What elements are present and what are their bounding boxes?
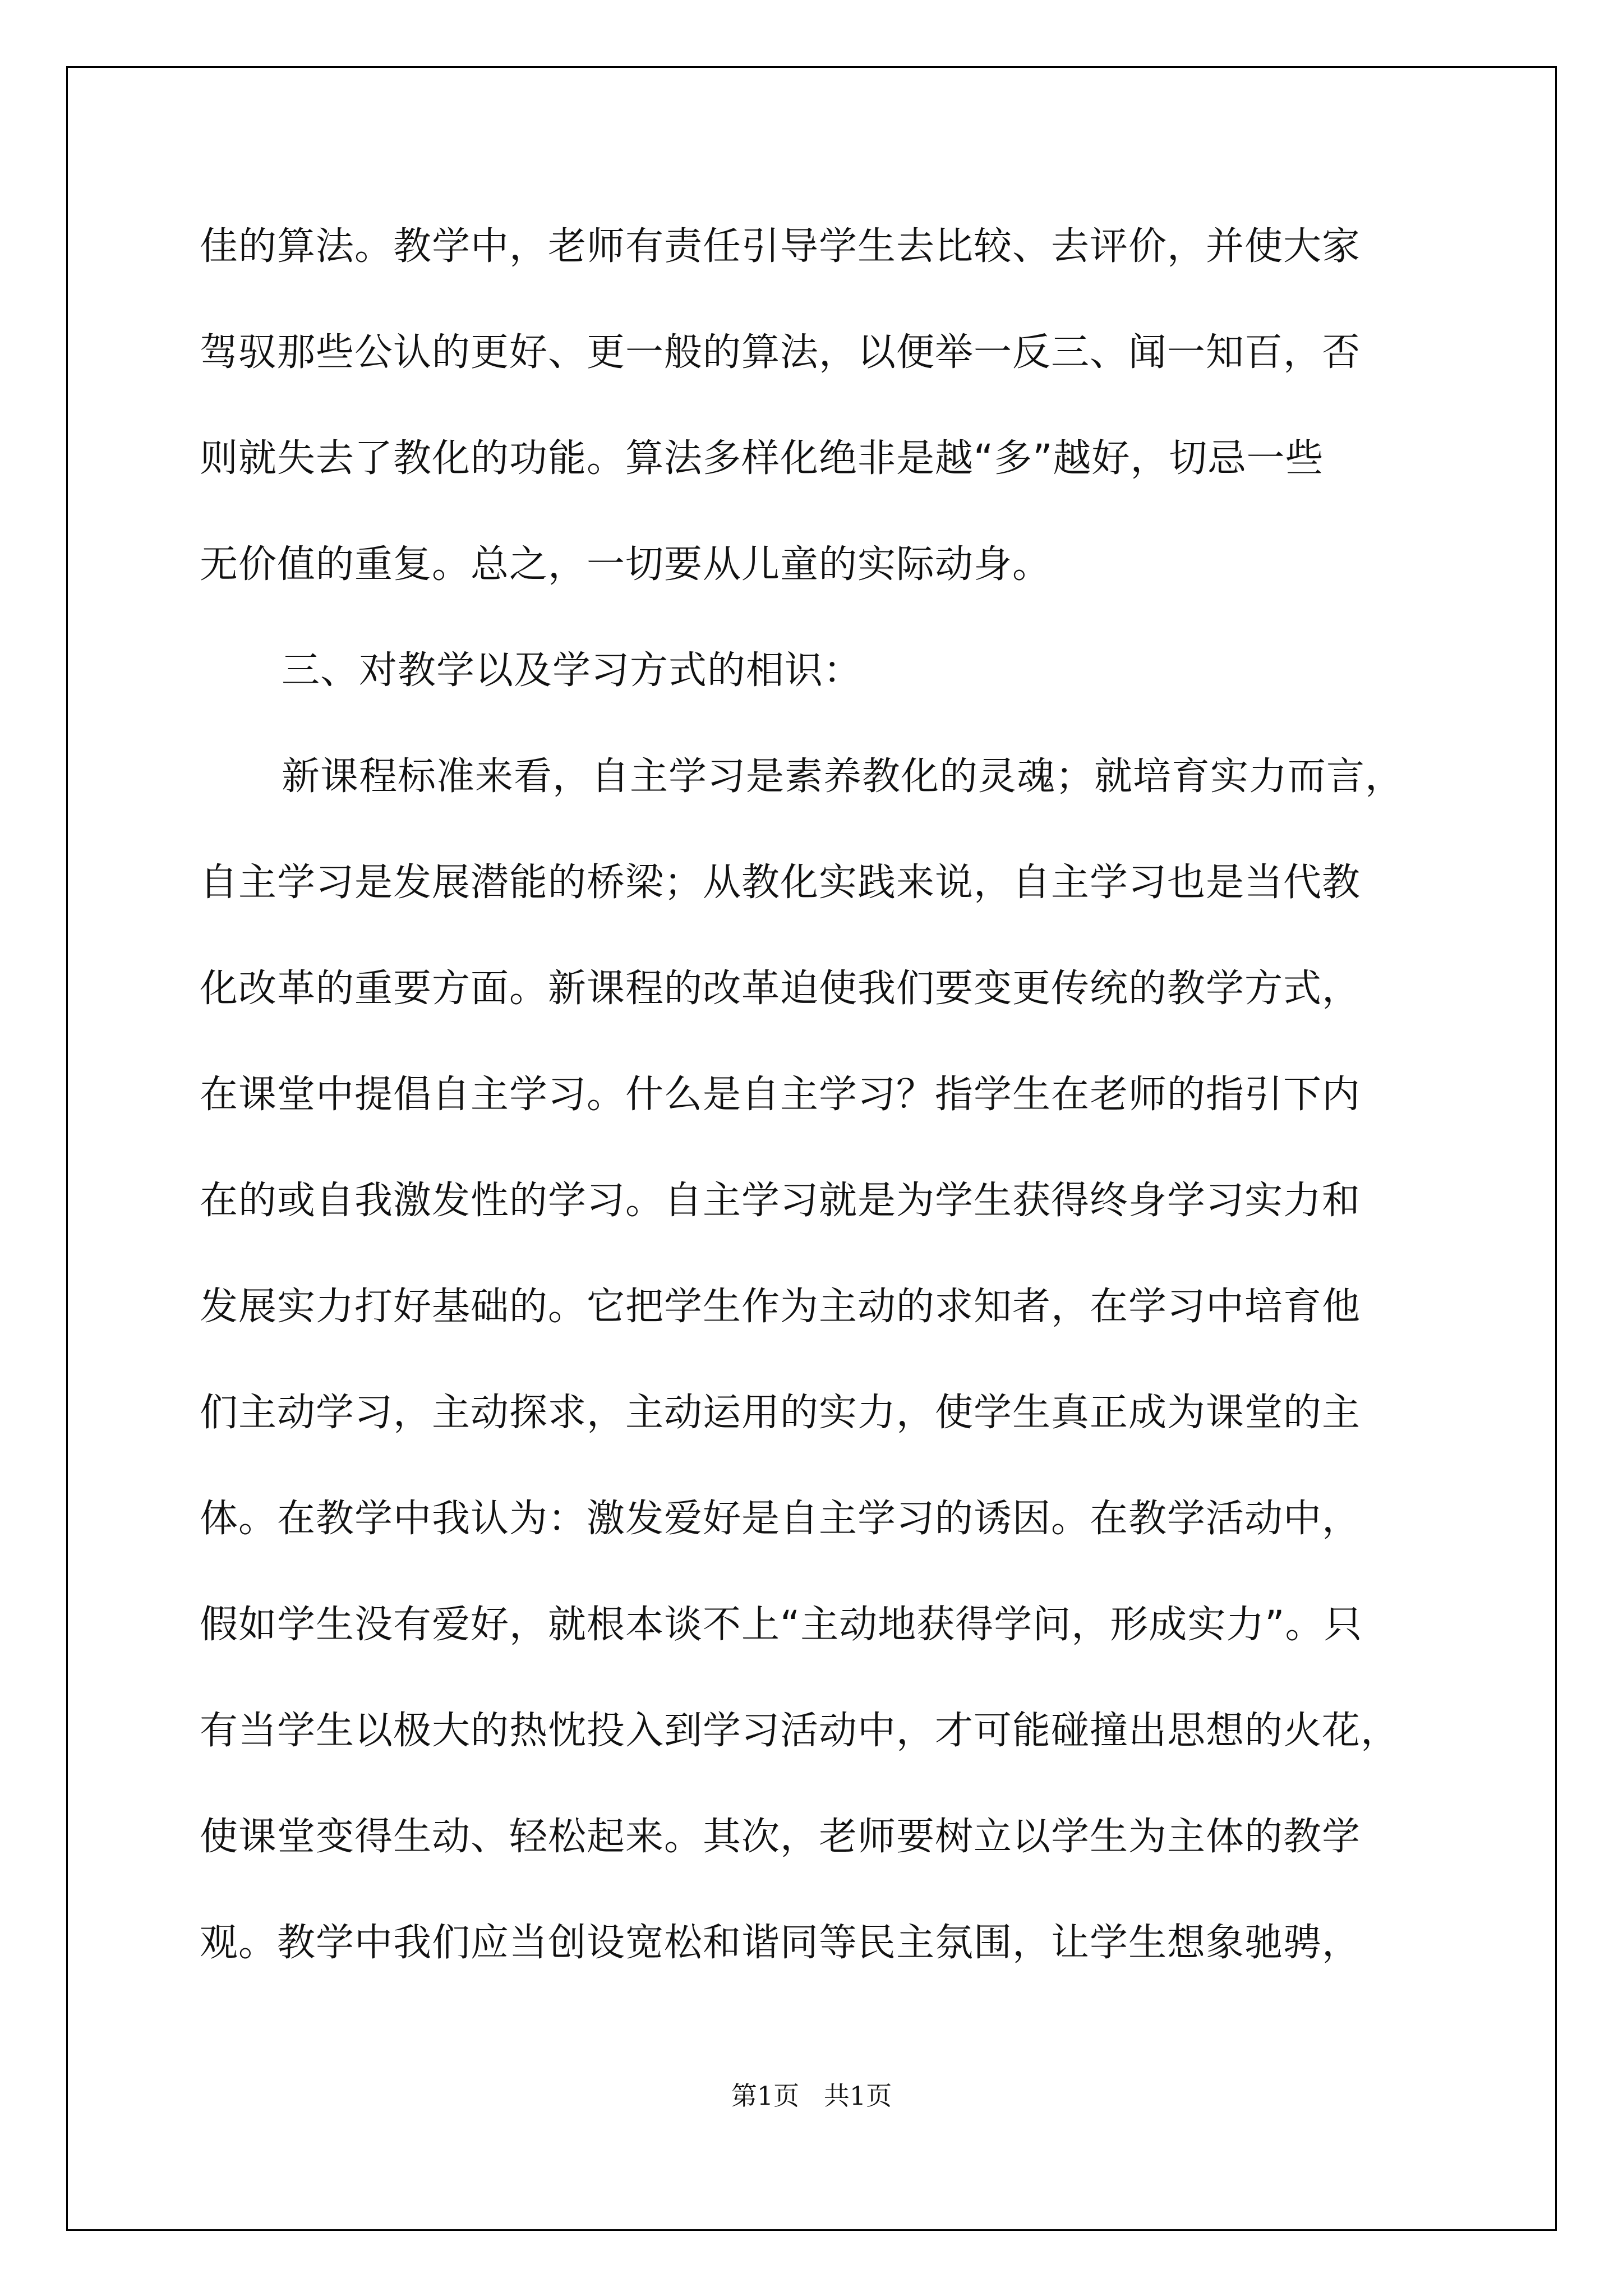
text-line-2: 驾驭那些公认的更好、更一般的算法，以便举一反三、闻一知百，否 [200, 330, 1361, 375]
text-line-11: 发展实力打好基础的。它把学生作为主动的求知者，在学习中培育他 [200, 1285, 1361, 1329]
text-line-17: 观。教学中我们应当创设宽松和谐同等民主氛围，让学生想象驰骋， [200, 1921, 1361, 1965]
text-line-14: 假如学生没有爱好，就根本谈不上“主动地获得学问，形成实力”。只 [200, 1603, 1363, 1647]
section-heading: 三、对教学以及学习方式的相识： [282, 648, 863, 693]
text-line-10: 在的或自我激发性的学习。自主学习就是为学生获得终身学习实力和 [200, 1179, 1361, 1223]
text-line-7: 自主学习是发展潜能的桥梁；从教化实践来说，自主学习也是当代教 [200, 861, 1361, 905]
text-line-8: 化改革的重要方面。新课程的改革迫使我们要变更传统的教学方式， [200, 967, 1361, 1011]
text-line-15: 有当学生以极大的热忱投入到学习活动中，才可能碰撞出思想的火花， [200, 1709, 1400, 1753]
text-line-3: 则就失去了教化的功能。算法多样化绝非是越“多”越好，切忌一些 [200, 436, 1324, 481]
page-number: 第1页 共1页 [731, 2081, 892, 2111]
document-body [200, 208, 1439, 2010]
text-line-1: 佳的算法。教学中，老师有责任引导学生去比较、去评价，并使大家 [200, 224, 1361, 269]
text-line-12: 们主动学习，主动探求，主动运用的实力，使学生真正成为课堂的主 [200, 1391, 1361, 1435]
text-line-4: 无价值的重复。总之，一切要从儿童的实际动身。 [200, 542, 1052, 587]
text-line-6: 新课程标准来看，自主学习是素养教化的灵魂；就培育实力而言， [282, 754, 1404, 799]
text-line-16: 使课堂变得生动、轻松起来。其次，老师要树立以学生为主体的教学 [200, 1815, 1361, 1859]
text-line-9: 在课堂中提倡自主学习。什么是自主学习？指学生在老师的指引下内 [200, 1073, 1361, 1117]
text-line-13: 体。在教学中我认为：激发爱好是自主学习的诱因。在教学活动中， [200, 1497, 1361, 1541]
